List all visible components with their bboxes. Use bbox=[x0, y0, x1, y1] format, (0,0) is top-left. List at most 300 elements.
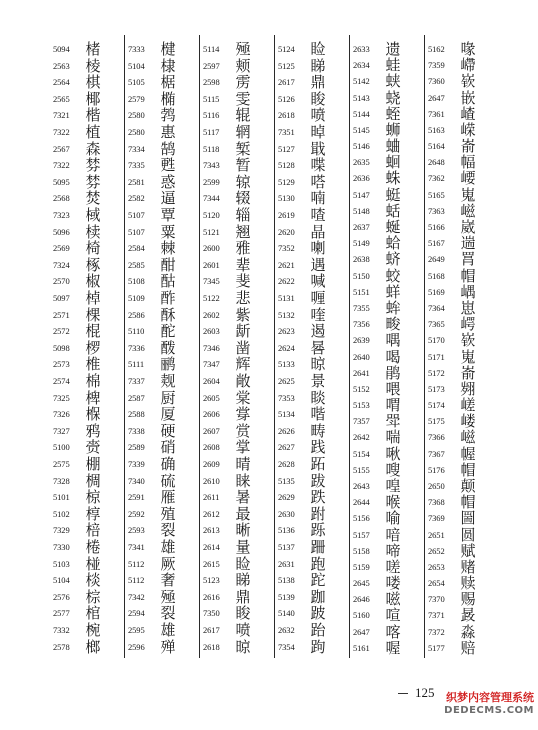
entry-character: 觌 bbox=[160, 372, 176, 390]
entry-code: 7345 bbox=[203, 276, 220, 287]
entry-code: 7333 bbox=[128, 44, 145, 54]
entry-character: 喊 bbox=[310, 272, 326, 291]
entry-code: 5123 bbox=[203, 575, 220, 586]
entry-character: 覃 bbox=[160, 206, 176, 224]
entry-character: 喳 bbox=[310, 206, 326, 224]
entry-character: 粟 bbox=[160, 222, 176, 241]
entry-code: 2621 bbox=[278, 259, 295, 270]
entry-character: 椆 bbox=[85, 471, 101, 490]
entry-code: 5144 bbox=[353, 108, 370, 119]
entry-character: 辍 bbox=[235, 189, 251, 208]
entry-code: 2575 bbox=[53, 459, 70, 469]
entry-character: 辌 bbox=[235, 172, 251, 191]
entry-code: 2603 bbox=[203, 326, 220, 337]
entry-code: 2641 bbox=[353, 367, 370, 378]
entry-character: 棱 bbox=[85, 56, 101, 75]
entry-code: 5161 bbox=[353, 642, 370, 653]
entry-character: 棹 bbox=[85, 289, 101, 307]
entry-code: 2574 bbox=[53, 376, 70, 386]
entry-code: 2570 bbox=[53, 276, 70, 287]
entry-code: 7354 bbox=[278, 641, 295, 652]
entry-code: 5154 bbox=[353, 448, 370, 459]
entry-code: 5100 bbox=[53, 442, 70, 453]
entry-code: 7339 bbox=[128, 459, 145, 469]
entry-code: 7370 bbox=[428, 594, 445, 605]
entry-code: 2644 bbox=[353, 497, 370, 508]
entry-code: 2639 bbox=[353, 335, 370, 346]
entry-character: 帽 bbox=[460, 460, 476, 479]
entry-character: 雳 bbox=[235, 73, 251, 92]
entry-code: 5127 bbox=[278, 143, 295, 154]
entry-code: 2571 bbox=[53, 309, 70, 320]
entry-code: 5109 bbox=[128, 293, 145, 303]
entry-code: 2640 bbox=[353, 351, 370, 362]
entry-code: 7332 bbox=[53, 625, 70, 635]
entry-character: 嵌 bbox=[460, 88, 476, 107]
entry-code: 5122 bbox=[203, 293, 220, 303]
entry-code: 5108 bbox=[128, 276, 145, 287]
entry-character: 跞 bbox=[310, 521, 326, 540]
entry-code: 5157 bbox=[353, 529, 370, 540]
table-entry bbox=[275, 637, 349, 657]
entry-character: 蛳 bbox=[385, 120, 401, 139]
entry-character: 辎 bbox=[235, 206, 251, 224]
table-column bbox=[425, 35, 499, 658]
entry-code: 7342 bbox=[128, 591, 145, 602]
entry-code: 7346 bbox=[203, 342, 220, 353]
entry-code: 2586 bbox=[128, 309, 145, 320]
entry-character: 酢 bbox=[160, 289, 176, 307]
entry-character: 晰 bbox=[235, 521, 251, 540]
entry-character: 棪 bbox=[85, 571, 101, 590]
entry-code: 5126 bbox=[278, 93, 295, 104]
entry-code: 5116 bbox=[203, 110, 220, 121]
entry-character: 嵝 bbox=[460, 412, 476, 431]
entry-code: 5159 bbox=[353, 561, 370, 572]
entry-character: 嵬 bbox=[460, 347, 476, 366]
entry-code: 2633 bbox=[353, 44, 370, 54]
entry-code: 2653 bbox=[428, 561, 445, 572]
entry-character: 辋 bbox=[235, 123, 251, 141]
entry-code: 2577 bbox=[53, 608, 70, 619]
entry-character: 鸦 bbox=[85, 421, 101, 440]
entry-code: 5136 bbox=[278, 525, 295, 536]
entry-code: 2619 bbox=[278, 210, 295, 220]
entry-code: 5171 bbox=[428, 351, 445, 362]
entry-character: 椐 bbox=[160, 73, 176, 92]
entry-code: 5166 bbox=[428, 222, 445, 233]
entry-character: 跔 bbox=[310, 637, 326, 656]
entry-character: 赋 bbox=[460, 541, 476, 560]
entry-character: 赍 bbox=[85, 438, 101, 457]
entry-character: 鹃 bbox=[385, 363, 401, 382]
entry-code: 5128 bbox=[278, 160, 295, 171]
entry-character: 晷 bbox=[310, 338, 326, 357]
entry-character: 喹 bbox=[310, 305, 326, 324]
entry-code: 2573 bbox=[53, 359, 70, 370]
entry-character: 跛 bbox=[310, 604, 326, 623]
entry-character: 惑 bbox=[160, 172, 176, 191]
entry-code: 7326 bbox=[53, 409, 70, 420]
entry-character: 棫 bbox=[85, 206, 101, 224]
entry-code: 5145 bbox=[353, 124, 370, 135]
entry-code: 5121 bbox=[203, 226, 220, 237]
entry-character: 椁 bbox=[85, 504, 101, 523]
entry-code: 2576 bbox=[53, 591, 70, 602]
entry-character: 蛴 bbox=[385, 250, 401, 269]
entry-character: 喀 bbox=[385, 622, 401, 641]
entry-code: 5107 bbox=[128, 210, 145, 220]
entry-character: 睒 bbox=[310, 388, 326, 407]
entry-character: 椟 bbox=[85, 222, 101, 241]
entry-code: 2563 bbox=[53, 60, 70, 71]
entry-character: 酦 bbox=[160, 338, 176, 357]
entry-code: 5148 bbox=[353, 205, 370, 216]
entry-code: 5114 bbox=[203, 44, 220, 54]
entry-character: 遇 bbox=[310, 255, 326, 274]
entry-code: 2617 bbox=[203, 625, 220, 635]
entry-code: 2593 bbox=[128, 525, 145, 536]
entry-character: 晴 bbox=[235, 455, 251, 473]
entry-code: 2637 bbox=[353, 222, 370, 233]
entry-character: 跑 bbox=[310, 554, 326, 573]
entry-character: 圌 bbox=[460, 509, 476, 528]
entry-code: 5125 bbox=[278, 60, 295, 71]
entry-character: 龂 bbox=[235, 322, 251, 341]
entry-character: 棓 bbox=[85, 521, 101, 540]
entry-code: 2601 bbox=[203, 259, 220, 270]
entry-character: 硝 bbox=[160, 438, 176, 457]
entry-code: 2638 bbox=[353, 254, 370, 265]
entry-code: 7343 bbox=[203, 160, 220, 171]
entry-character: 喤 bbox=[385, 476, 401, 495]
entry-code: 2568 bbox=[53, 193, 70, 204]
entry-character: 崴 bbox=[460, 218, 476, 237]
entry-character: 鹄 bbox=[160, 139, 176, 158]
entry-code: 2613 bbox=[203, 525, 220, 536]
entry-code: 7327 bbox=[53, 425, 70, 436]
entry-character: 跏 bbox=[310, 587, 326, 606]
entry-code: 7323 bbox=[53, 210, 70, 220]
entry-code: 5174 bbox=[428, 400, 445, 411]
entry-character: 鼎 bbox=[310, 73, 326, 92]
entry-code: 2589 bbox=[128, 442, 145, 453]
character-code-table bbox=[50, 35, 499, 658]
entry-character: 喙 bbox=[460, 40, 476, 58]
entry-code: 7347 bbox=[203, 359, 220, 370]
entry-code: 5112 bbox=[128, 575, 145, 586]
entry-character: 最 bbox=[235, 504, 251, 523]
entry-character: 喘 bbox=[385, 428, 401, 447]
entry-code: 7362 bbox=[428, 173, 445, 184]
entry-character: 蛭 bbox=[385, 104, 401, 123]
entry-code: 2594 bbox=[128, 608, 145, 619]
entry-character: 践 bbox=[310, 438, 326, 457]
entry-code: 7351 bbox=[278, 127, 295, 137]
entry-code: 7337 bbox=[128, 376, 145, 386]
entry-character: 斝 bbox=[385, 412, 401, 431]
entry-code: 5177 bbox=[428, 642, 445, 653]
entry-character: 睐 bbox=[235, 471, 251, 490]
table-entry bbox=[50, 637, 124, 657]
entry-character: 裂 bbox=[160, 604, 176, 623]
entry-code: 7352 bbox=[278, 243, 295, 254]
entry-code: 5132 bbox=[278, 309, 295, 320]
entry-character: 崽 bbox=[460, 298, 476, 317]
entry-character: 喉 bbox=[385, 493, 401, 512]
entry-character: 量 bbox=[235, 538, 251, 556]
entry-code: 7371 bbox=[428, 610, 445, 621]
entry-character: 喻 bbox=[385, 509, 401, 528]
entry-character: 喽 bbox=[385, 574, 401, 593]
entry-code: 2636 bbox=[353, 173, 370, 184]
entry-character: 嗒 bbox=[310, 172, 326, 191]
entry-character: 淼 bbox=[460, 622, 476, 641]
entry-character: 赐 bbox=[460, 590, 476, 609]
entry-code: 5137 bbox=[278, 542, 295, 552]
entry-code: 2652 bbox=[428, 545, 445, 556]
entry-character: 悲 bbox=[235, 289, 251, 307]
entry-code: 2623 bbox=[278, 326, 295, 337]
entry-code: 2647 bbox=[428, 92, 445, 103]
entry-character: 鹁 bbox=[160, 106, 176, 125]
entry-character: 喃 bbox=[310, 189, 326, 208]
entry-character: 椅 bbox=[85, 239, 101, 258]
entry-character: 雯 bbox=[235, 89, 251, 108]
entry-character: 喔 bbox=[385, 638, 401, 657]
entry-character: 跎 bbox=[310, 571, 326, 590]
entry-character: 椒 bbox=[85, 272, 101, 291]
entry-code: 2642 bbox=[353, 432, 370, 443]
entry-character: 帽 bbox=[460, 266, 476, 285]
entry-character: 翘 bbox=[235, 222, 251, 241]
entry-code: 2645 bbox=[353, 578, 370, 589]
entry-character: 喇 bbox=[310, 239, 326, 258]
entry-character: 棵 bbox=[85, 305, 101, 324]
entry-code: 5102 bbox=[53, 508, 70, 519]
table-column bbox=[275, 35, 350, 658]
entry-character: 喷 bbox=[310, 106, 326, 125]
entry-character: 殛 bbox=[160, 587, 176, 606]
entry-character: 凿 bbox=[235, 338, 251, 357]
entry-character: 遏 bbox=[310, 322, 326, 341]
entry-code: 5133 bbox=[278, 359, 295, 370]
entry-code: 7344 bbox=[203, 193, 220, 204]
entry-code: 5176 bbox=[428, 464, 445, 475]
entry-character: 畴 bbox=[310, 421, 326, 440]
entry-character: 棍 bbox=[85, 322, 101, 341]
entry-character: 椤 bbox=[85, 338, 101, 357]
entry-character: 跗 bbox=[310, 504, 326, 523]
entry-code: 7356 bbox=[353, 319, 370, 330]
entry-code: 7355 bbox=[353, 302, 370, 313]
entry-character: 雄 bbox=[160, 538, 176, 556]
entry-code: 5139 bbox=[278, 591, 295, 602]
entry-code: 2572 bbox=[53, 326, 70, 337]
entry-character: 确 bbox=[160, 455, 176, 473]
entry-code: 2585 bbox=[128, 259, 145, 270]
entry-character: 棣 bbox=[160, 56, 176, 75]
entry-character: 雁 bbox=[160, 488, 176, 507]
entry-character: 森 bbox=[85, 139, 101, 158]
entry-code: 2647 bbox=[353, 626, 370, 637]
entry-code: 2632 bbox=[278, 625, 295, 635]
entry-code: 5112 bbox=[128, 558, 145, 569]
entry-code: 2629 bbox=[278, 492, 295, 503]
entry-code: 5120 bbox=[203, 210, 220, 220]
entry-code: 5153 bbox=[353, 400, 370, 411]
entry-character: 棕 bbox=[85, 587, 101, 606]
entry-character: 殖 bbox=[160, 504, 176, 523]
entry-code: 5124 bbox=[278, 44, 295, 54]
entry-character: 蛛 bbox=[385, 169, 401, 188]
entry-character: 雅 bbox=[235, 239, 251, 258]
entry-code: 5168 bbox=[428, 270, 445, 281]
entry-character: 嗖 bbox=[385, 460, 401, 479]
entry-code: 5115 bbox=[203, 93, 220, 104]
entry-character: 赌 bbox=[460, 557, 476, 576]
entry-character: 翙 bbox=[460, 379, 476, 398]
entry-character: 幅 bbox=[460, 153, 476, 172]
entry-code: 7341 bbox=[128, 542, 145, 552]
entry-code: 5167 bbox=[428, 238, 445, 249]
entry-character: 喝 bbox=[385, 347, 401, 366]
entry-code: 7350 bbox=[203, 608, 220, 619]
entry-character: 棺 bbox=[85, 604, 101, 623]
entry-character: 喋 bbox=[310, 156, 326, 175]
entry-code: 2569 bbox=[53, 243, 70, 254]
entry-code: 7328 bbox=[53, 475, 70, 486]
entry-character: 啼 bbox=[385, 541, 401, 560]
entry-character: 棚 bbox=[85, 455, 101, 473]
entry-character: 棼 bbox=[85, 156, 101, 175]
entry-code: 5150 bbox=[353, 270, 370, 281]
entry-code: 2643 bbox=[353, 480, 370, 491]
entry-character: 遄 bbox=[460, 234, 476, 253]
entry-code: 2618 bbox=[203, 641, 220, 652]
entry-code: 7364 bbox=[428, 302, 445, 313]
entry-code: 2584 bbox=[128, 243, 145, 254]
entry-character: 遗 bbox=[385, 40, 401, 58]
entry-code: 2631 bbox=[278, 558, 295, 569]
entry-code: 2599 bbox=[203, 176, 220, 187]
entry-character: 睇 bbox=[310, 56, 326, 75]
entry-code: 7329 bbox=[53, 525, 70, 536]
entry-code: 7359 bbox=[428, 60, 445, 71]
entry-code: 2618 bbox=[278, 110, 295, 121]
entry-code: 2611 bbox=[203, 492, 220, 503]
entry-code: 5173 bbox=[428, 383, 445, 394]
entry-character: 嵽 bbox=[460, 56, 476, 75]
entry-character: 喟 bbox=[385, 396, 401, 415]
entry-character: 喂 bbox=[385, 379, 401, 398]
entry-code: 2654 bbox=[428, 578, 445, 589]
entry-character: 嵛 bbox=[460, 137, 476, 156]
entry-character: 掌 bbox=[235, 438, 251, 457]
entry-code: 2606 bbox=[203, 409, 220, 420]
entry-code: 5104 bbox=[128, 60, 145, 71]
footer-dash bbox=[398, 693, 408, 694]
entry-code: 2579 bbox=[128, 93, 145, 104]
entry-code: 2615 bbox=[203, 558, 220, 569]
entry-code: 7360 bbox=[428, 76, 445, 87]
entry-code: 5164 bbox=[428, 141, 445, 152]
entry-code: 2592 bbox=[128, 508, 145, 519]
entry-character: 棉 bbox=[85, 372, 101, 390]
entry-code: 2602 bbox=[203, 309, 220, 320]
entry-character: 睑 bbox=[310, 40, 326, 58]
table-column bbox=[125, 35, 200, 658]
entry-character: 喁 bbox=[385, 331, 401, 350]
entry-character: 跚 bbox=[310, 538, 326, 556]
entry-character: 嗟 bbox=[385, 557, 401, 576]
entry-character: 嵎 bbox=[460, 282, 476, 301]
entry-code: 5098 bbox=[53, 342, 70, 353]
entry-character: 蛐 bbox=[385, 137, 401, 156]
entry-code: 5104 bbox=[53, 575, 70, 586]
entry-character: 跖 bbox=[310, 455, 326, 473]
entry-character: 蛘 bbox=[385, 282, 401, 301]
entry-character: 雄 bbox=[160, 621, 176, 639]
entry-character: 楮 bbox=[85, 40, 101, 58]
entry-code: 2625 bbox=[278, 376, 295, 386]
entry-character: 崾 bbox=[460, 169, 476, 188]
entry-character: 紫 bbox=[235, 305, 251, 324]
entry-code: 7367 bbox=[428, 448, 445, 459]
entry-code: 7334 bbox=[128, 143, 145, 154]
entry-character: 棘 bbox=[160, 239, 176, 258]
entry-character: 嵫 bbox=[460, 428, 476, 447]
entry-character: 崿 bbox=[460, 315, 476, 334]
entry-code: 5160 bbox=[353, 610, 370, 621]
entry-character: 椓 bbox=[85, 255, 101, 274]
entry-character: 蛔 bbox=[385, 153, 401, 172]
entry-code: 2580 bbox=[128, 127, 145, 137]
entry-character: 蛙 bbox=[385, 56, 401, 75]
entry-code: 2650 bbox=[428, 480, 445, 491]
entry-character: 蜒 bbox=[385, 218, 401, 237]
entry-code: 5131 bbox=[278, 293, 295, 303]
entry-code: 2612 bbox=[203, 508, 220, 519]
entry-character: 逼 bbox=[160, 189, 176, 208]
entry-character: 椺 bbox=[85, 405, 101, 424]
entry-character: 椋 bbox=[85, 488, 101, 507]
entry-character: 植 bbox=[85, 123, 101, 141]
entry-character: 睃 bbox=[235, 604, 251, 623]
entry-character: 甦 bbox=[160, 156, 176, 175]
entry-character: 嵖 bbox=[460, 104, 476, 123]
entry-code: 5096 bbox=[53, 226, 70, 237]
entry-code: 5151 bbox=[353, 286, 370, 297]
entry-character: 椰 bbox=[85, 89, 101, 108]
entry-code: 5142 bbox=[353, 76, 370, 87]
entry-code: 7325 bbox=[53, 392, 70, 403]
entry-character: 罥 bbox=[460, 250, 476, 269]
entry-character: 辊 bbox=[235, 106, 251, 125]
entry-character: 棋 bbox=[85, 73, 101, 92]
entry-character: 酥 bbox=[160, 305, 176, 324]
entry-code: 2616 bbox=[203, 591, 220, 602]
entry-character: 喈 bbox=[310, 405, 326, 424]
entry-character: 蛱 bbox=[385, 72, 401, 91]
entry-code: 2588 bbox=[128, 409, 145, 420]
entry-character: 晫 bbox=[310, 123, 326, 141]
entry-code: 5094 bbox=[53, 44, 70, 54]
entry-character: 殚 bbox=[160, 637, 176, 656]
entry-code: 2608 bbox=[203, 442, 220, 453]
entry-character: 蛞 bbox=[385, 201, 401, 220]
entry-character: 蛤 bbox=[385, 234, 401, 253]
